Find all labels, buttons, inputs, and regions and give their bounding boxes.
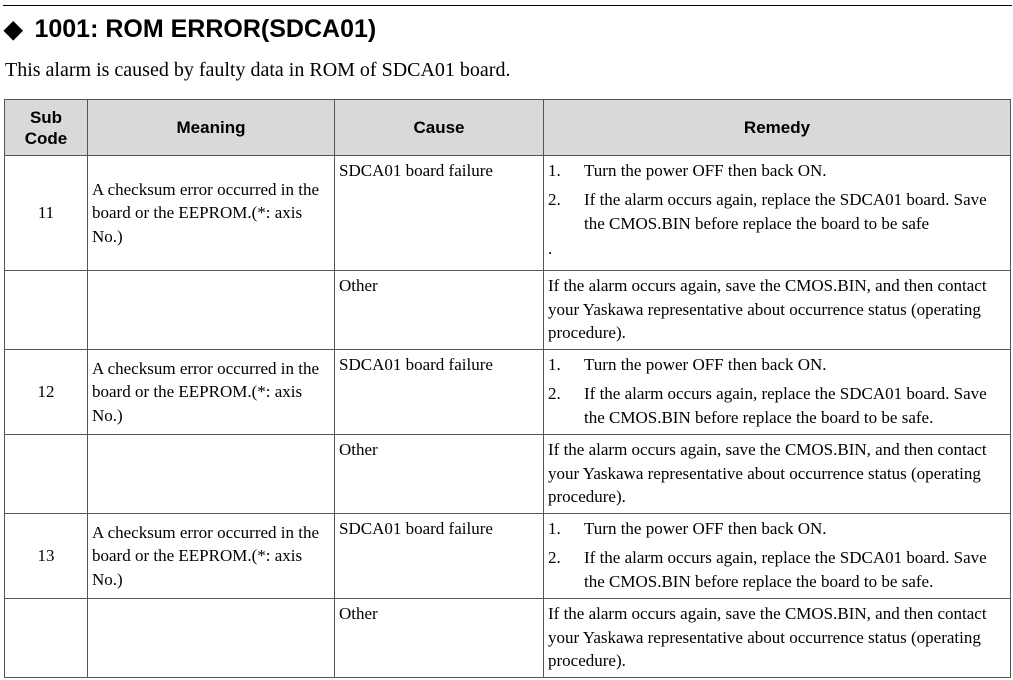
- remedy-step: [548, 382, 1006, 429]
- remedy-step: [548, 353, 1006, 377]
- step-number: 2.: [548, 548, 561, 567]
- header-sub-code-line1: Sub: [29, 107, 63, 127]
- remedy-step: [548, 159, 1006, 183]
- section-title: 1001: ROM ERROR(SDCA01): [34, 14, 377, 43]
- sub-code-cell: 12: [5, 350, 88, 435]
- sub-code-cell: [5, 599, 88, 678]
- step-text: Turn the power OFF then back ON.: [584, 355, 827, 374]
- meaning-cell: [88, 599, 335, 678]
- meaning-cell: A checksum error occurred in the board or the EEPROM.(*: axis No.): [88, 514, 335, 599]
- cause-cell: Other: [335, 271, 544, 350]
- remedy-cell: [544, 514, 1011, 599]
- remedy-cell: [544, 350, 1011, 435]
- cause-cell: SDCA01 board failure: [335, 514, 544, 599]
- meaning-cell: [88, 435, 335, 514]
- step-text: Turn the power OFF then back ON.: [584, 161, 827, 180]
- header-meaning: Meaning: [88, 100, 335, 156]
- table-header-row: [5, 100, 1011, 156]
- title-rule: [3, 5, 1012, 6]
- table-row: [5, 350, 1011, 435]
- sub-code-cell: [5, 271, 88, 350]
- meaning-cell: [88, 271, 335, 350]
- table-row: [5, 514, 1011, 599]
- sub-code-cell: 13: [5, 514, 88, 599]
- meaning-cell: A checksum error occurred in the board or the EEPROM.(*: axis No.): [88, 156, 335, 271]
- remedy-cell: [544, 156, 1011, 271]
- step-number: 1.: [548, 355, 561, 374]
- diamond-bullet-icon: ◆: [4, 15, 23, 43]
- step-number: 2.: [548, 190, 561, 209]
- sub-code-cell: 11: [5, 156, 88, 271]
- cause-cell: SDCA01 board failure: [335, 350, 544, 435]
- remedy-cell: If the alarm occurs again, save the CMOS.BIN, and then contact your Yaskawa representative about occurrence status (operating procedure).: [544, 271, 1011, 350]
- remedy-step: [548, 188, 1006, 235]
- header-cause: Cause: [335, 100, 544, 156]
- remedy-cell: If the alarm occurs again, save the CMOS.BIN, and then contact your Yaskawa representative about occurrence status (operating procedure).: [544, 599, 1011, 678]
- table-row: [5, 271, 1011, 350]
- section-heading: [4, 12, 376, 46]
- remedy-step: [548, 517, 1006, 541]
- step-number: 1.: [548, 161, 561, 180]
- table-row: [5, 435, 1011, 514]
- header-remedy: Remedy: [544, 100, 1011, 156]
- cause-cell: SDCA01 board failure: [335, 156, 544, 271]
- remedy-step: [548, 546, 1006, 593]
- cause-cell: Other: [335, 599, 544, 678]
- alarm-table: [4, 99, 1011, 678]
- step-text: If the alarm occurs again, replace the SDCA01 board. Save the CMOS.BIN before replace the board to be safe.: [584, 548, 987, 591]
- cause-cell: Other: [335, 435, 544, 514]
- header-sub-code-line2: Code: [24, 128, 68, 148]
- step-number: 2.: [548, 384, 561, 403]
- step-text: If the alarm occurs again, replace the SDCA01 board. Save the CMOS.BIN before replace the board to be safe.: [584, 384, 987, 427]
- trailing-period: .: [548, 238, 553, 258]
- remedy-cell: If the alarm occurs again, save the CMOS.BIN, and then contact your Yaskawa representative about occurrence status (operating procedure).: [544, 435, 1011, 514]
- step-text: Turn the power OFF then back ON.: [584, 519, 827, 538]
- step-text: If the alarm occurs again, replace the SDCA01 board. Save the CMOS.BIN before replace the board to be safe: [584, 190, 987, 233]
- table-row: [5, 599, 1011, 678]
- section-description: This alarm is caused by faulty data in ROM of SDCA01 board.: [5, 59, 511, 81]
- table-row: [5, 156, 1011, 271]
- step-number: 1.: [548, 519, 561, 538]
- header-sub-code: [5, 100, 88, 156]
- sub-code-cell: [5, 435, 88, 514]
- meaning-cell: A checksum error occurred in the board or the EEPROM.(*: axis No.): [88, 350, 335, 435]
